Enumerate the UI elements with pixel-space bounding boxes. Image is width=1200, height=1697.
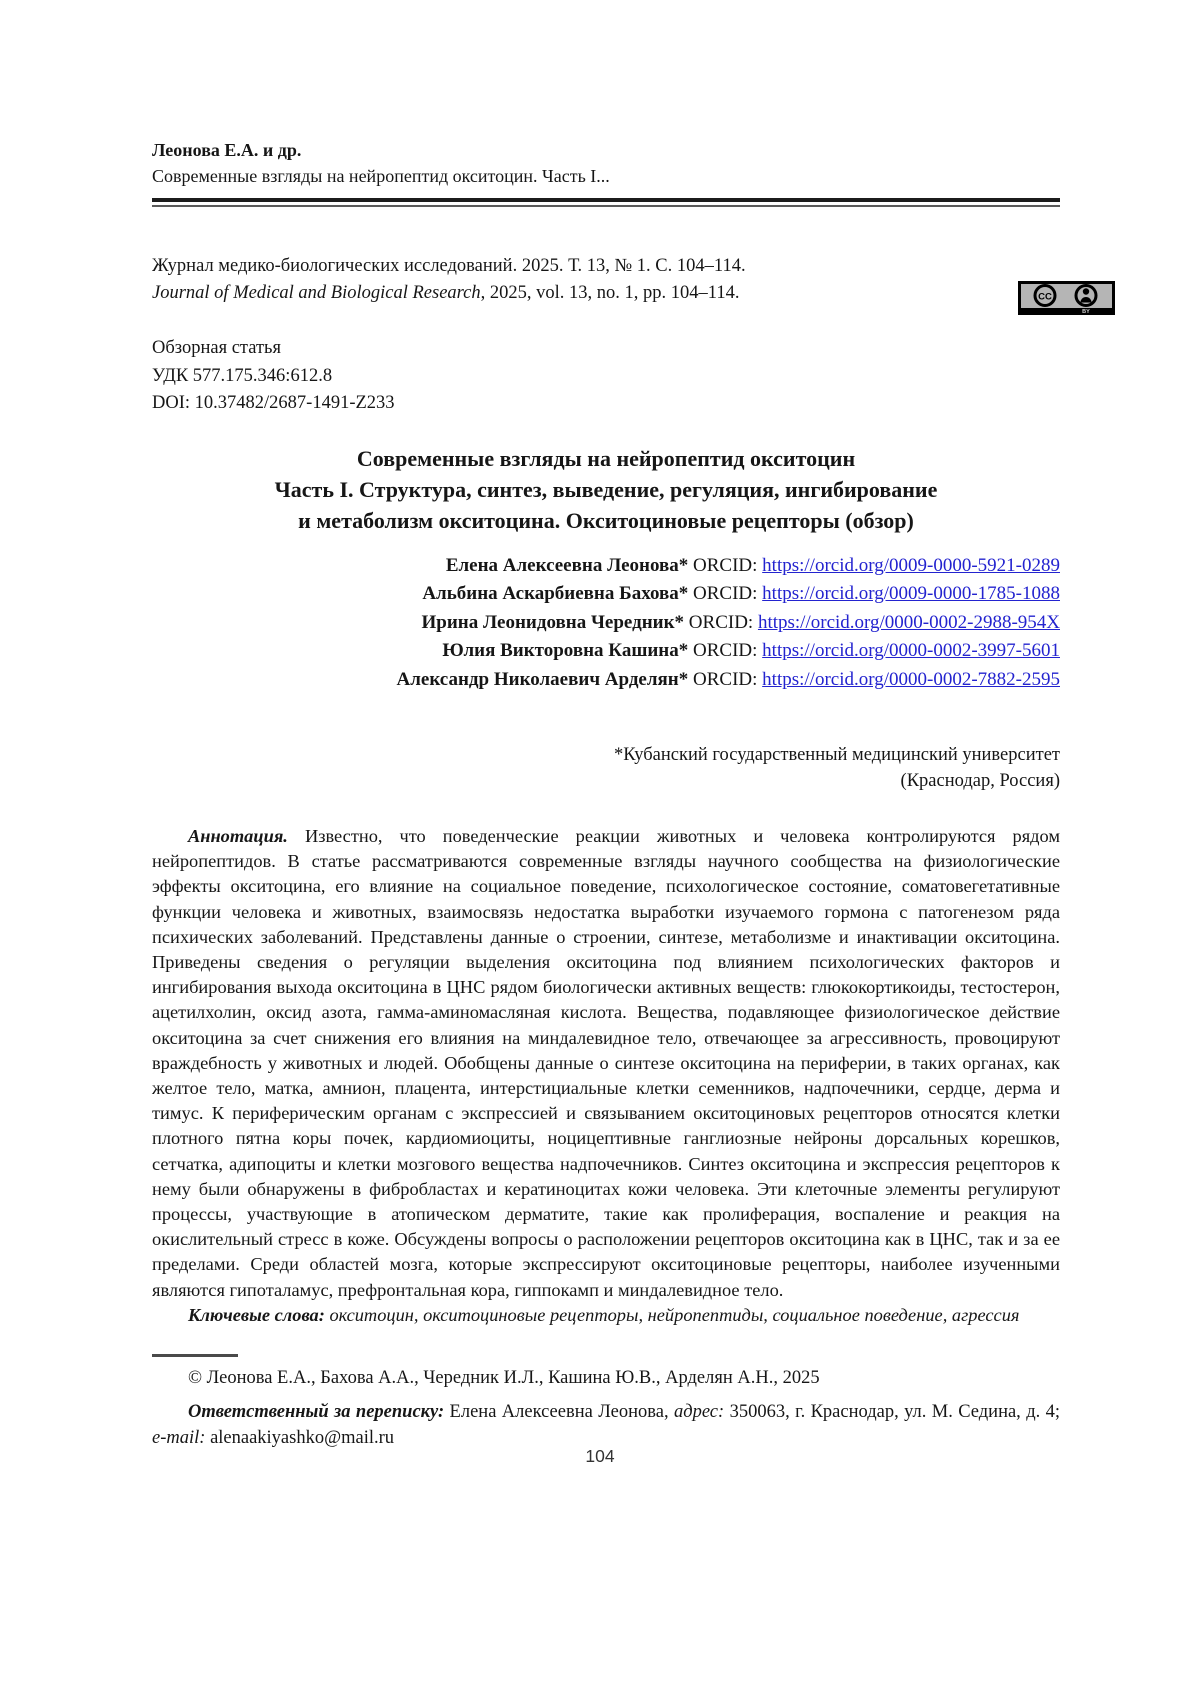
author-name: Елена Алексеевна Леонова* xyxy=(445,554,689,576)
article-type: Обзорная статья xyxy=(152,338,282,358)
by-label: BY xyxy=(1082,309,1090,315)
author-name: Ирина Леонидовна Чередник* xyxy=(421,611,685,633)
orcid-label: ORCID: xyxy=(693,640,758,661)
author-line xyxy=(152,580,1060,609)
doi-number: DOI: 10.37482/2687-1491-Z233 xyxy=(152,393,395,413)
author-line xyxy=(152,552,1060,581)
footnote-rule xyxy=(152,1354,238,1357)
header-rule-thick xyxy=(152,198,1060,202)
person-head-icon xyxy=(1083,288,1089,294)
article-title-line: и метаболизм окситоцина. Окситоциновые рецепторы (обзор) xyxy=(298,507,914,533)
correspondence-line xyxy=(152,1400,1060,1451)
running-head-title: Современные взгляды на нейропептид окситоцин. Часть I... xyxy=(152,166,610,186)
correspondence-name: Елена Алексеевна Леонова, xyxy=(449,1402,669,1423)
affiliation-name: *Кубанский государственный медицинский университет xyxy=(614,745,1060,765)
abstract-paragraph xyxy=(152,824,1060,1303)
author-line xyxy=(152,666,1060,695)
udc-number: УДК 577.175.346:612.8 xyxy=(152,365,333,386)
address-value: 350063, г. Краснодар, ул. М. Седина, д. 4; xyxy=(729,1402,1061,1423)
page-content xyxy=(152,137,1060,1451)
author-name: Юлия Викторовна Кашина* xyxy=(442,640,689,661)
orcid-link[interactable]: https://orcid.org/0000-0002-3997-5601 xyxy=(762,640,1060,661)
citation-block xyxy=(152,253,1060,307)
affiliation xyxy=(152,742,1060,794)
keywords-text: окситоцин, окситоциновые рецепторы, нейропептиды, социальное поведение, агрессия xyxy=(329,1304,1020,1325)
correspondence-label: Ответственный за переписку: xyxy=(188,1402,445,1423)
abstract-label: Аннотация. xyxy=(188,826,288,846)
article-title-line: Современные взгляды на нейропептид окситоцин xyxy=(356,445,856,471)
copyright-line: © Леонова Е.А., Бахова А.А., Чередник И.Л., Кашина Ю.В., Арделян А.Н., 2025 xyxy=(188,1367,820,1388)
citation-en xyxy=(152,280,1060,307)
cc-label: CC xyxy=(1038,291,1052,303)
email-label: e-mail: xyxy=(152,1427,206,1448)
orcid-label: ORCID: xyxy=(688,611,754,633)
abstract-text: Известно, что поведенческие реакции животных и человека контролируются рядом нейропептидов. В статье рассматриваются современные взгляды научного сообщества на физиологические эффекты окситоцина, его влияние на социальное поведение, психологическое состояние, соматовегетативные функции человека и животных, взаимосвязь недостатка выработки изучаемого гормона с патогенезом ряда психических заболеваний. Представлены данные о строении, синтезе, метаболизме и инактивации окситоцина. Приведены сведения о регуляции выделения окситоцина под влиянием психологических факторов и ингибирования выхода окситоцина в ЦНС рядом биологически активных веществ: глюкокортикоиды, тестостерон, ацетилхолин, оксид азота, гамма-аминомасляная кислота. Вещества, подавляющее физиологическое действие окситоцина за счет снижения его влияния на миндалевидное тело, отвечающее за агрессивность, провоцируют враждебность у животных и людей. Обобщены данные о синтезе окситоцина на периферии, в таких органах, как желтое тело, матка, амнион, плацента, интерстициальные клетки семенников, надпочечники, сердце, дерма и тимус. К периферическим органам с экспрессией и связыванием окситоциновых рецепторов относятся клетки плотного пятна коры почек, кардиомиоциты, ноцицептивные ганглиозные нейроны дорсальных корешков, сетчатка, адипоциты и клетки мозгового вещества надпочечников. Синтез окситоцина и экспрессия рецепторов к нему были обнаружены в фибробластах и кератиноцитах кожи человека. Эти клеточные элементы регулируют процессы, участвующие в атопическом дерматите, такие как пролиферация, воспаление и реакция на окислительный стресс в коже. Обсуждены вопросы о расположении рецепторов окситоцина как в ЦНС, так и за ее пределами. Среди областей мозга, которые экспрессируют окситоциновые рецепторы, наиболее изученными являются гипоталамус, префронтальная кора, гиппокамп и миндалевидное тело. xyxy=(152,826,1060,1300)
article-title xyxy=(152,443,1060,536)
article-title-line: Часть I. Структура, синтез, выведение, регуляция, ингибирование xyxy=(274,476,938,502)
citation-en-journal: Journal of Medical and Biological Research xyxy=(152,283,481,303)
page-number: 104 xyxy=(585,1446,615,1466)
author-line xyxy=(152,609,1060,638)
email-value: alenaakiyashko@mail.ru xyxy=(210,1427,395,1448)
abstract-block xyxy=(152,824,1060,1328)
authors-list xyxy=(152,552,1060,695)
orcid-link[interactable]: https://orcid.org/0009-0000-1785-1088 xyxy=(762,583,1060,604)
header-rule-thin xyxy=(152,205,1060,207)
keywords-label: Ключевые слова: xyxy=(188,1304,325,1325)
keywords-paragraph xyxy=(152,1303,1060,1328)
orcid-link[interactable]: https://orcid.org/0000-0002-2988-954X xyxy=(757,611,1060,633)
orcid-label: ORCID: xyxy=(693,668,758,690)
footnote-block xyxy=(152,1366,1060,1452)
author-line xyxy=(152,637,1060,666)
orcid-link[interactable]: https://orcid.org/0000-0002-7882-2595 xyxy=(762,668,1060,690)
address-label: адрес: xyxy=(673,1402,725,1423)
orcid-link[interactable]: https://orcid.org/0009-0000-5921-0289 xyxy=(762,554,1060,576)
running-head xyxy=(152,137,1060,189)
orcid-label: ORCID: xyxy=(693,554,758,576)
article-meta xyxy=(152,335,1060,418)
author-name: Александр Николаевич Арделян* xyxy=(396,668,689,690)
orcid-label: ORCID: xyxy=(693,583,758,604)
affiliation-city: (Краснодар, Россия) xyxy=(900,771,1060,791)
citation-en-rest: , 2025, vol. 13, no. 1, pp. 104–114. xyxy=(480,283,740,303)
author-name: Альбина Аскарбиевна Бахова* xyxy=(422,583,689,604)
running-head-authors: Леонова Е.А. и др. xyxy=(152,140,302,160)
citation-ru: Журнал медико-биологических исследований. 2025. Т. 13, № 1. С. 104–114. xyxy=(152,256,746,276)
